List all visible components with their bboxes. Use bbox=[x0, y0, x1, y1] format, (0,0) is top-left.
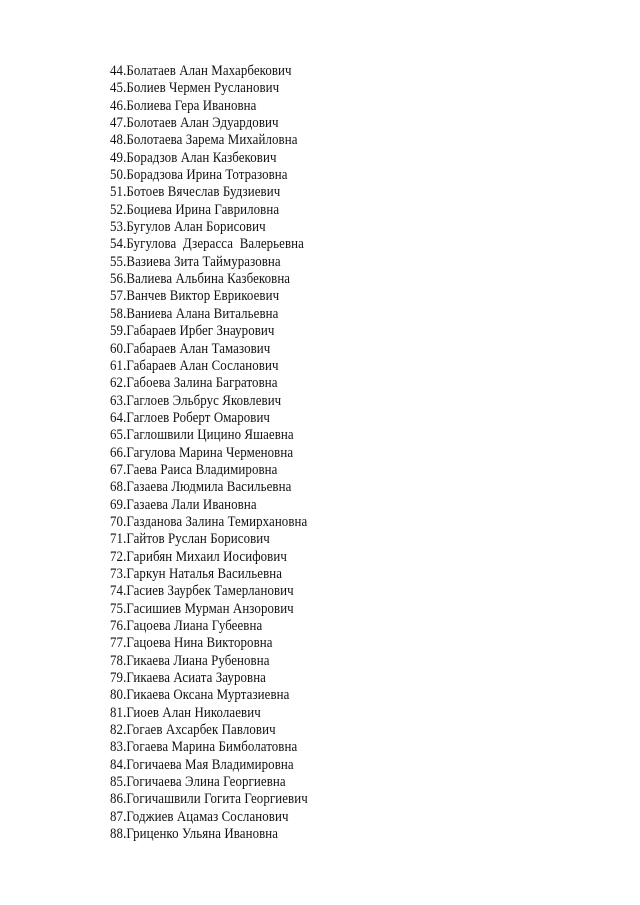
list-item: 56.Валиева Альбина Казбековна bbox=[110, 271, 291, 288]
list-item: 87.Годжиев Ацамаз Сосланович bbox=[110, 808, 289, 825]
list-item: 49.Борадзов Алан Казбекович bbox=[110, 149, 277, 166]
list-item: 54.Бугулова Дзерасса Валерьевна bbox=[110, 236, 304, 253]
list-item: 52.Боциева Ирина Гавриловна bbox=[110, 201, 280, 218]
list-item: 81.Гиоев Алан Николаевич bbox=[110, 704, 261, 721]
list-item: 58.Ваниева Алана Витальевна bbox=[110, 305, 279, 322]
list-item: 61.Габараев Алан Сосланович bbox=[110, 357, 279, 374]
list-item: 80.Гикаева Оксана Муртазиевна bbox=[110, 687, 290, 704]
list-item: 77.Гацоева Нина Викторовна bbox=[110, 635, 273, 652]
list-item: 60.Габараев Алан Тамазович bbox=[110, 340, 271, 357]
list-item: 71.Гайтов Руслан Борисович bbox=[110, 531, 270, 548]
list-item: 78.Гикаева Лиана Рубеновна bbox=[110, 652, 270, 669]
name-list bbox=[110, 63, 340, 843]
list-item: 44.Болатаев Алан Махарбекович bbox=[110, 63, 292, 79]
list-item: 83.Гогаева Марина Бимболатовна bbox=[110, 739, 298, 756]
list-item: 51.Ботоев Вячеслав Будзиевич bbox=[110, 184, 281, 201]
list-item: 76.Гацоева Лиана Губеевна bbox=[110, 618, 263, 634]
list-item: 63.Гаглоев Эльбрус Яковлевич bbox=[110, 392, 282, 409]
list-item: 86.Гогичашвили Гогита Георгиевич bbox=[110, 791, 308, 808]
list-item: 72.Гарибян Михаил Иосифович bbox=[110, 548, 287, 565]
list-item: 65.Гаглошвили Цицино Яшаевна bbox=[110, 427, 294, 444]
list-item: 88.Гриценко Ульяна Ивановна bbox=[110, 826, 279, 843]
list-item: 84.Гогичаева Мая Владимировна bbox=[110, 756, 294, 773]
list-item: 46.Болиева Гера Ивановна bbox=[110, 97, 257, 114]
list-item: 62.Габоева Залина Багратовна bbox=[110, 375, 278, 392]
list-item: 69.Газаева Лали Ивановна bbox=[110, 496, 257, 513]
list-item: 57.Ванчев Виктор Еврикоевич bbox=[110, 288, 280, 305]
list-item: 59.Габараев Ирбег Знаурович bbox=[110, 323, 275, 340]
list-item: 74.Гасиев Заурбек Тамерланович bbox=[110, 583, 294, 600]
list-item: 53.Бугулов Алан Борисович bbox=[110, 219, 266, 236]
list-item: 50.Борадзова Ирина Тотразовна bbox=[110, 167, 288, 184]
list-item: 75.Гасишиев Мурман Анзорович bbox=[110, 600, 294, 617]
list-item: 55.Вазиева Зита Таймуразовна bbox=[110, 253, 281, 270]
list-item: 45.Болиев Чермен Русланович bbox=[110, 80, 280, 97]
list-item: 68.Газаева Людмила Васильевна bbox=[110, 479, 292, 496]
list-item: 70.Газданова Залина Темирхановна bbox=[110, 513, 308, 530]
list-item: 48.Болотаева Зарема Михайловна bbox=[110, 132, 298, 149]
list-item: 73.Гаркун Наталья Васильевна bbox=[110, 565, 283, 582]
list-item: 79.Гикаева Асиата Зауровна bbox=[110, 670, 266, 687]
list-item: 47.Болотаев Алан Эдуардович bbox=[110, 115, 279, 132]
list-item: 82.Гогаев Ахсарбек Павлович bbox=[110, 722, 276, 739]
list-item: 66.Гагулова Марина Черменовна bbox=[110, 444, 294, 461]
list-item: 64.Гаглоев Роберт Омарович bbox=[110, 409, 271, 426]
list-item: 67.Гаева Раиса Владимировна bbox=[110, 461, 278, 478]
list-item: 85.Гогичаева Элина Георгиевна bbox=[110, 774, 286, 791]
